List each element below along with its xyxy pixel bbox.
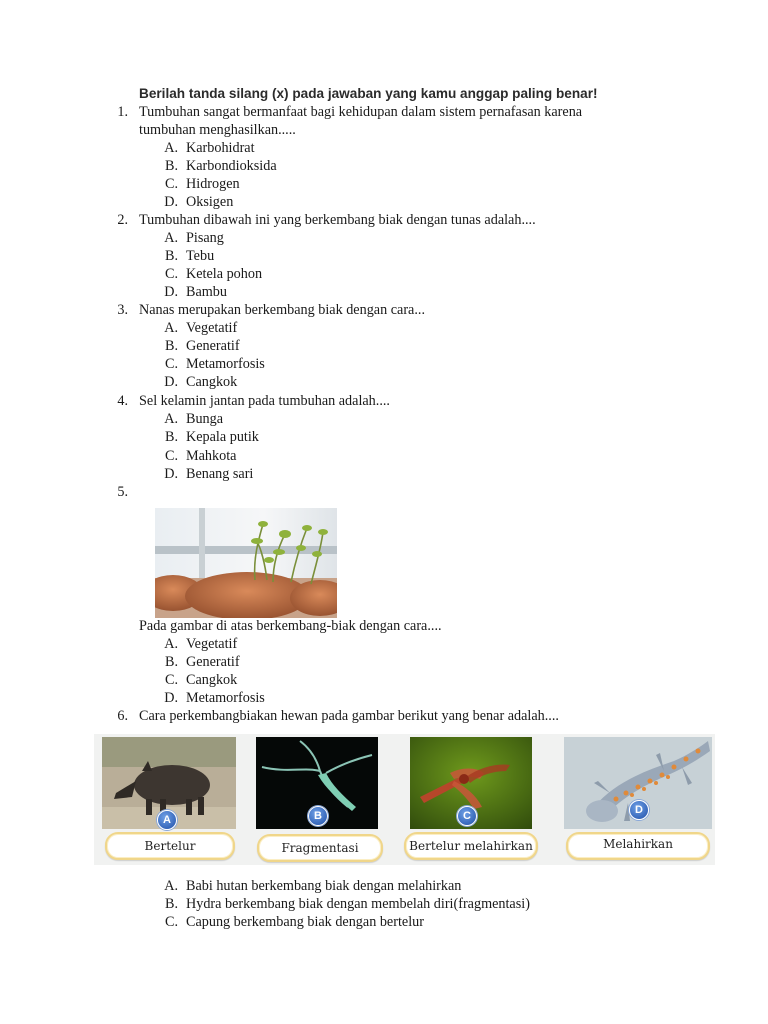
option-text: Generatif xyxy=(186,338,240,354)
option-text: Ketela pohon xyxy=(186,266,263,282)
badge-d: D xyxy=(629,800,649,820)
badge-a: A xyxy=(157,810,177,830)
option-text: Karbondioksida xyxy=(186,158,277,174)
option-text: Metamorfosis xyxy=(186,690,265,706)
option-text: Mahkota xyxy=(186,448,237,464)
badge-b: B xyxy=(308,806,328,826)
badge-c: C xyxy=(457,806,477,826)
option-text: Bambu xyxy=(186,284,227,300)
option-text: Hydra berkembang biak dengan membelah diri(fragmentasi) xyxy=(186,896,530,912)
option-text: Babi hutan berkembang biak dengan melahirkan xyxy=(186,878,462,894)
option-text: Benang sari xyxy=(186,466,254,482)
option-text: Capung berkembang biak dengan bertelur xyxy=(186,914,424,930)
label-bertelur-melahirkan: Bertelur melahirkan xyxy=(404,832,538,860)
question-text: Pada gambar di atas berkembang-biak dengan cara.... xyxy=(139,618,442,634)
option-text: Pisang xyxy=(186,230,224,246)
option-text: Oksigen xyxy=(186,194,234,210)
question-text: Tumbuhan dibawah ini yang berkembang biak dengan tunas adalah.... xyxy=(139,212,536,228)
option-text: Cangkok xyxy=(186,672,238,688)
sweet-potato-sprout-photo xyxy=(155,508,337,618)
question-number: 4. xyxy=(117,393,128,409)
question-text: Tumbuhan sangat bermanfaat bagi kehidupan dalam sistem pernafasan karena xyxy=(139,104,583,120)
option-text: Vegetatif xyxy=(186,636,238,652)
question-number: 2. xyxy=(117,212,128,228)
label-bertelur: Bertelur xyxy=(105,832,235,860)
label-fragmentasi: Fragmentasi xyxy=(257,834,383,862)
question-text: Sel kelamin jantan pada tumbuhan adalah.... xyxy=(139,393,390,409)
option-text: Hidrogen xyxy=(186,176,240,192)
option-text: Metamorfosis xyxy=(186,356,265,372)
question-number: 6. xyxy=(117,708,128,724)
question-number: 3. xyxy=(117,302,128,318)
question-text: Cara perkembangbiakan hewan pada gambar berikut yang benar adalah.... xyxy=(139,708,559,724)
option-text: Cangkok xyxy=(186,374,238,390)
option-text: Vegetatif xyxy=(186,320,238,336)
question-text: tumbuhan menghasilkan..... xyxy=(139,122,296,138)
option-text: Bunga xyxy=(186,411,224,427)
animal-image-strip xyxy=(94,734,715,865)
question-number: 1. xyxy=(117,104,128,120)
label-melahirkan: Melahirkan xyxy=(566,832,710,860)
question-text: Nanas merupakan berkembang biak dengan cara... xyxy=(139,302,425,318)
instruction-text: Berilah tanda silang (x) pada jawaban yang kamu anggap paling benar! xyxy=(139,86,598,101)
option-text: Tebu xyxy=(186,248,215,264)
question-number: 5. xyxy=(117,484,128,500)
option-text: Kepala putik xyxy=(186,429,259,445)
option-text: Karbohidrat xyxy=(186,140,255,156)
option-text: Generatif xyxy=(186,654,240,670)
